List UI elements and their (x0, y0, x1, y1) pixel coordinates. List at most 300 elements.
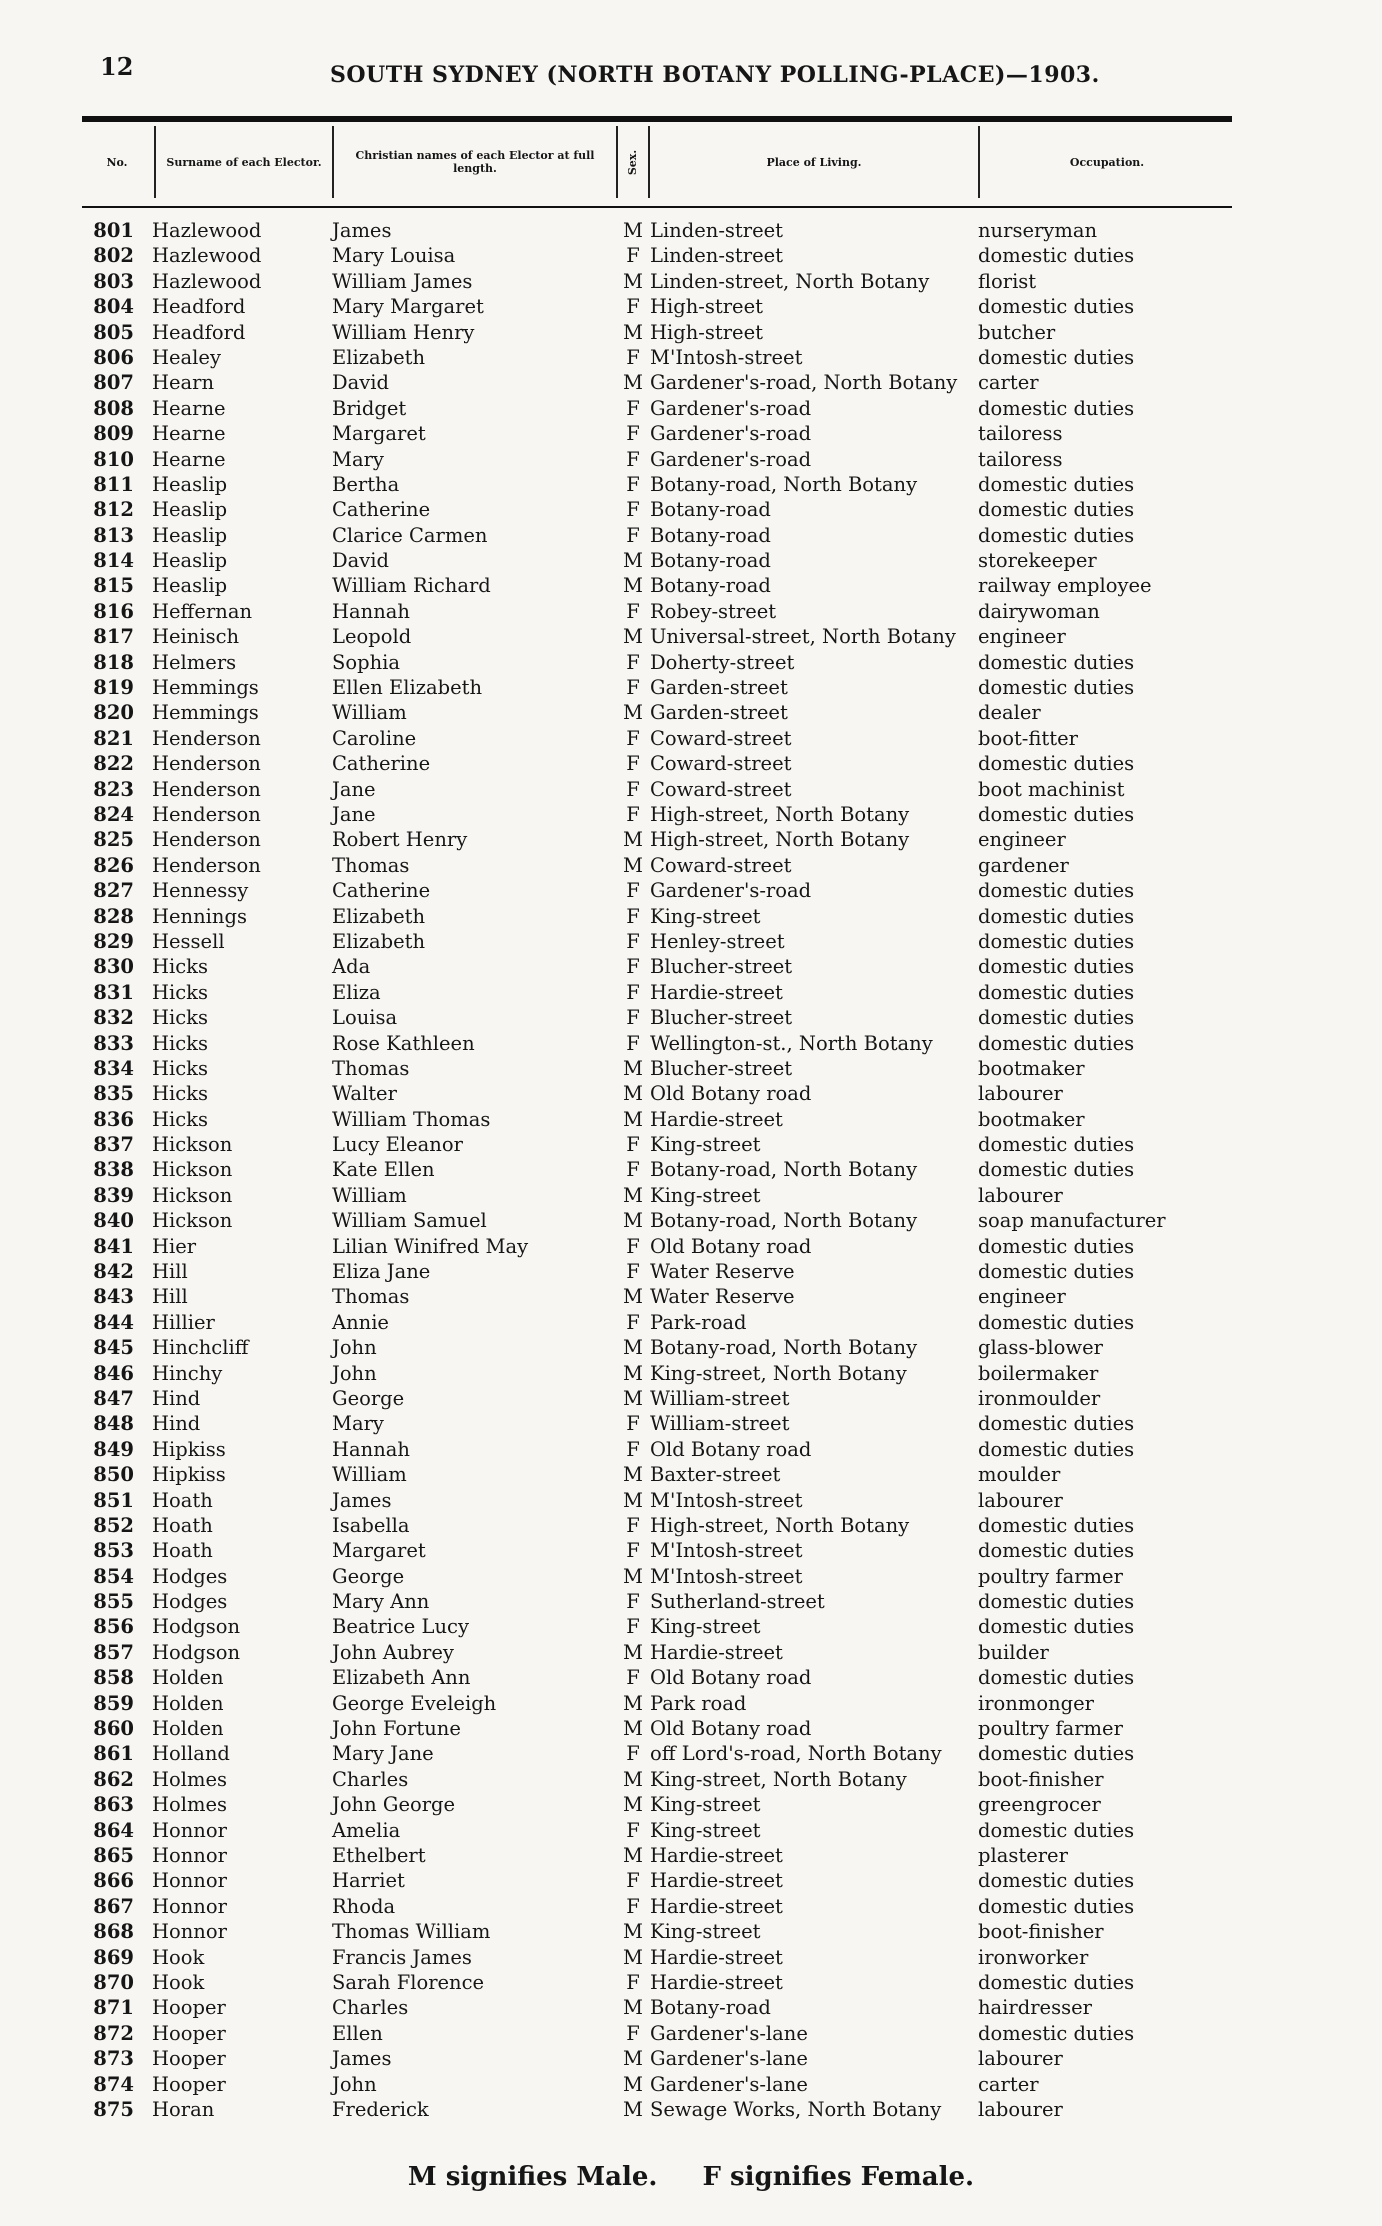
place-of-living-cell: Sutherland-street (650, 1590, 825, 1614)
occupation-cell: domestic duties (978, 879, 1135, 903)
place-of-living-cell: Blucher-street (650, 1006, 793, 1030)
surname-cell: Hickson (152, 1183, 233, 1207)
row-number-cell: 857 (93, 1640, 134, 1664)
sex-cell: M (623, 701, 643, 725)
surname-cell: Hoath (152, 1513, 213, 1537)
place-of-living-cell: Park-road (650, 1310, 747, 1334)
sex-cell: F (626, 904, 640, 928)
place-of-living-cell: High-street, North Botany (650, 802, 910, 826)
surname-cell: Hearn (152, 371, 215, 395)
place-of-living-cell: Gardener's-lane (650, 2021, 808, 2045)
christian-names-cell: John (332, 1336, 377, 1360)
sex-cell: F (626, 523, 640, 547)
place-of-living-cell: Universal-street, North Botany (650, 625, 956, 649)
christian-names-cell: Elizabeth (332, 345, 426, 369)
sex-cell: F (626, 650, 640, 674)
christian-names-cell: Rhoda (332, 1894, 396, 1918)
sex-cell: F (626, 1513, 640, 1537)
row-number-cell: 859 (93, 1691, 134, 1715)
row-number-cell: 810 (93, 447, 134, 471)
occupation-cell: domestic duties (978, 498, 1135, 522)
electoral-roll-table (82, 218, 1232, 2122)
row-number-cell: 835 (93, 1082, 134, 1106)
place-of-living-cell: Hardie-street (650, 1640, 783, 1664)
row-number-cell: 833 (93, 1031, 134, 1055)
christian-names-cell: Jane (332, 802, 376, 826)
occupation-cell: bootmaker (978, 1056, 1085, 1080)
table-row (82, 1767, 1232, 1792)
occupation-cell: boot machinist (978, 777, 1125, 801)
table-row (82, 294, 1232, 319)
row-number-cell: 865 (93, 1844, 134, 1867)
row-number-cell: 842 (93, 1260, 134, 1284)
table-row (82, 1208, 1232, 1233)
sex-cell: M (623, 269, 643, 293)
table-row (82, 1589, 1232, 1614)
row-number-cell: 816 (93, 599, 134, 623)
sex-cell: F (626, 295, 640, 319)
occupation-cell: domestic duties (978, 752, 1135, 776)
row-number-cell: 827 (93, 879, 134, 903)
surname-cell: Hennings (152, 904, 247, 928)
place-of-living-cell: Hardie-street (650, 1869, 783, 1893)
table-row (82, 1056, 1232, 1081)
sex-cell: M (623, 2072, 643, 2096)
place-of-living-cell: High-street (650, 295, 763, 319)
occupation-cell: ironmonger (978, 1691, 1094, 1715)
place-of-living-cell: King-street, North Botany (650, 1767, 907, 1791)
table-row (82, 1259, 1232, 1284)
occupation-cell: labourer (978, 1082, 1063, 1106)
occupation-cell: domestic duties (978, 1031, 1135, 1055)
row-number-cell: 872 (93, 2021, 134, 2045)
christian-names-cell: Catherine (332, 752, 431, 776)
row-number-cell: 874 (93, 2072, 134, 2096)
occupation-cell: boilermaker (978, 1361, 1099, 1385)
occupation-cell: dairywoman (978, 599, 1100, 623)
row-number-cell: 805 (93, 320, 134, 344)
surname-cell: Hinchcliff (152, 1336, 249, 1360)
occupation-cell: storekeeper (978, 549, 1097, 573)
row-number-cell: 821 (93, 726, 134, 750)
table-row (82, 1818, 1232, 1843)
row-number-cell: 853 (93, 1539, 134, 1563)
occupation-cell: ironworker (978, 1945, 1089, 1969)
place-of-living-cell: M'Intosh-street (650, 345, 803, 369)
row-number-cell: 873 (93, 2047, 134, 2071)
sex-cell: F (626, 345, 640, 369)
occupation-cell: boot-finisher (978, 1767, 1104, 1791)
christian-names-cell: Kate Ellen (332, 1158, 435, 1182)
row-number-cell: 861 (93, 1742, 134, 1766)
christian-names-cell: Ellen Elizabeth (332, 676, 483, 700)
occupation-cell: domestic duties (978, 1234, 1135, 1258)
surname-cell: Honnor (152, 1894, 227, 1918)
christian-names-cell: Thomas William (332, 1920, 491, 1944)
christian-names-cell: Thomas (332, 1285, 410, 1309)
christian-names-cell: Lucy Eleanor (332, 1133, 463, 1157)
place-of-living-cell: Doherty-street (650, 650, 795, 674)
table-row (82, 1488, 1232, 1513)
table-row (82, 1970, 1232, 1995)
surname-cell: Henderson (152, 828, 261, 852)
surname-cell: Helmers (152, 650, 237, 674)
sex-cell: F (626, 676, 640, 700)
surname-cell: Hicks (152, 1082, 208, 1106)
sex-cell: F (626, 802, 640, 826)
sex-cell: M (623, 1183, 643, 1207)
christian-names-cell: Beatrice Lucy (332, 1615, 469, 1639)
row-number-cell: 869 (93, 1945, 134, 1969)
christian-names-cell: William James (332, 269, 473, 293)
table-row (82, 1665, 1232, 1690)
surname-cell: Hipkiss (152, 1463, 226, 1487)
surname-cell: Hinchy (152, 1361, 223, 1385)
row-number-cell: 846 (93, 1361, 134, 1385)
place-of-living-cell: M'Intosh-street (650, 1488, 803, 1512)
place-of-living-cell: Botany-road, North Botany (650, 1336, 918, 1360)
christian-names-cell: Margaret (332, 422, 426, 446)
sex-cell: M (623, 1107, 643, 1131)
row-number-cell: 807 (93, 371, 134, 395)
column-header-surname: Surname of each Elector. (154, 126, 332, 198)
surname-cell: Holden (152, 1666, 224, 1690)
header-bottom-rule (82, 206, 1232, 208)
place-of-living-cell: High-street, North Botany (650, 828, 910, 852)
place-of-living-cell: Botany-road, North Botany (650, 1209, 918, 1233)
christian-names-cell: Ellen (332, 2021, 383, 2045)
sex-cell: M (623, 1793, 643, 1817)
occupation-cell: domestic duties (978, 929, 1135, 953)
occupation-cell: ironmoulder (978, 1386, 1101, 1410)
christian-names-cell: Mary (332, 447, 384, 471)
sex-cell: M (623, 1285, 643, 1309)
table-row (82, 1538, 1232, 1563)
surname-cell: Hazlewood (152, 244, 262, 268)
column-header-occupation: Occupation. (978, 126, 1234, 198)
column-header-sex-label: Sex. (626, 149, 640, 175)
table-row (82, 2021, 1232, 2046)
christian-names-cell: James (332, 219, 392, 242)
surname-cell: Hickson (152, 1209, 233, 1233)
sex-cell: M (623, 828, 643, 852)
occupation-cell: labourer (978, 2097, 1063, 2121)
occupation-cell: domestic duties (978, 676, 1135, 700)
place-of-living-cell: King-street (650, 1183, 761, 1207)
sex-cell: F (626, 1869, 640, 1893)
row-number-cell: 815 (93, 574, 134, 598)
christian-names-cell: Sarah Florence (332, 1970, 485, 1994)
christian-names-cell: Hannah (332, 1437, 410, 1461)
christian-names-cell: Eliza (332, 980, 381, 1004)
row-number-cell: 838 (93, 1158, 134, 1182)
table-row (82, 421, 1232, 446)
occupation-cell: domestic duties (978, 244, 1135, 268)
table-row (82, 878, 1232, 903)
occupation-cell: butcher (978, 320, 1056, 344)
table-row (82, 2072, 1232, 2097)
surname-cell: Hooper (152, 2021, 226, 2045)
place-of-living-cell: Old Botany road (650, 1666, 812, 1690)
place-of-living-cell: William-street (650, 1412, 790, 1436)
place-of-living-cell: Gardener's-road (650, 447, 812, 471)
table-row (82, 726, 1232, 751)
surname-cell: Honnor (152, 1818, 227, 1842)
table-row (82, 1386, 1232, 1411)
place-of-living-cell: Botany-road (650, 549, 771, 573)
surname-cell: Hicks (152, 955, 208, 979)
surname-cell: Hodgson (152, 1640, 241, 1664)
surname-cell: Hennessy (152, 879, 249, 903)
christian-names-cell: William Thomas (332, 1107, 491, 1131)
row-number-cell: 855 (93, 1590, 134, 1614)
table-row (82, 1741, 1232, 1766)
christian-names-cell: David (332, 549, 389, 573)
table-row (82, 345, 1232, 370)
table-row (82, 1005, 1232, 1030)
christian-names-cell: Catherine (332, 498, 431, 522)
occupation-cell: tailoress (978, 447, 1063, 471)
row-number-cell: 854 (93, 1564, 134, 1588)
table-row (82, 1361, 1232, 1386)
occupation-cell: poultry farmer (978, 1564, 1123, 1588)
place-of-living-cell: Coward-street (650, 752, 792, 776)
occupation-cell: gardener (978, 853, 1069, 877)
surname-cell: Hazlewood (152, 219, 262, 242)
row-number-cell: 804 (93, 295, 134, 319)
christian-names-cell: Mary Ann (332, 1590, 430, 1614)
row-number-cell: 819 (93, 676, 134, 700)
sex-legend (0, 2162, 1382, 2192)
table-row (82, 218, 1232, 243)
christian-names-cell: David (332, 371, 389, 395)
christian-names-cell: Bertha (332, 472, 400, 496)
table-row (82, 827, 1232, 852)
sex-cell: F (626, 1539, 640, 1563)
surname-cell: Hicks (152, 1006, 208, 1030)
christian-names-cell: Harriet (332, 1869, 405, 1893)
place-of-living-cell: King-street (650, 1920, 761, 1944)
place-of-living-cell: Coward-street (650, 853, 792, 877)
place-of-living-cell: Botany-road, North Botany (650, 472, 918, 496)
sex-cell: M (623, 1996, 643, 2020)
table-row (82, 599, 1232, 624)
table-row (82, 675, 1232, 700)
christian-names-cell: William (332, 1463, 407, 1487)
christian-names-cell: Annie (332, 1310, 389, 1334)
row-number-cell: 862 (93, 1767, 134, 1791)
occupation-cell: domestic duties (978, 1666, 1135, 1690)
row-number-cell: 847 (93, 1386, 134, 1410)
table-row (82, 904, 1232, 929)
row-number-cell: 824 (93, 802, 134, 826)
row-number-cell: 867 (93, 1894, 134, 1918)
occupation-cell: domestic duties (978, 345, 1135, 369)
row-number-cell: 812 (93, 498, 134, 522)
row-number-cell: 868 (93, 1920, 134, 1944)
christian-names-cell: Thomas (332, 1056, 410, 1080)
christian-names-cell: William (332, 701, 407, 725)
sex-cell: F (626, 1437, 640, 1461)
sex-cell: F (626, 1615, 640, 1639)
sex-cell: F (626, 447, 640, 471)
place-of-living-cell: Garden-street (650, 701, 788, 725)
sex-cell: F (626, 929, 640, 953)
occupation-cell: domestic duties (978, 1006, 1135, 1030)
occupation-cell: engineer (978, 625, 1066, 649)
christian-names-cell: Robert Henry (332, 828, 468, 852)
christian-names-cell: Margaret (332, 1539, 426, 1563)
table-row (82, 1614, 1232, 1639)
table-row (82, 1437, 1232, 1462)
page-number: 12 (100, 52, 134, 81)
sex-cell: F (626, 1666, 640, 1690)
row-number-cell: 832 (93, 1006, 134, 1030)
sex-cell: F (626, 1310, 640, 1334)
place-of-living-cell: Linden-street (650, 244, 783, 268)
christian-names-cell: Elizabeth Ann (332, 1666, 471, 1690)
sex-cell: M (623, 371, 643, 395)
column-header-no: No. (106, 155, 128, 169)
row-number-cell: 875 (93, 2097, 134, 2121)
row-number-cell: 870 (93, 1970, 134, 1994)
christian-names-cell: Isabella (332, 1513, 410, 1537)
sex-cell: M (623, 1920, 643, 1944)
sex-cell: F (626, 472, 640, 496)
occupation-cell: boot-finisher (978, 1920, 1104, 1944)
christian-names-cell: James (332, 1488, 392, 1512)
row-number-cell: 814 (93, 549, 134, 573)
occupation-cell: domestic duties (978, 650, 1135, 674)
surname-cell: Henderson (152, 726, 261, 750)
surname-cell: Henderson (152, 777, 261, 801)
occupation-cell: domestic duties (978, 1894, 1135, 1918)
place-of-living-cell: Old Botany road (650, 1717, 812, 1741)
row-number-cell: 837 (93, 1133, 134, 1157)
row-number-cell: 803 (93, 269, 134, 293)
sex-cell: F (626, 1006, 640, 1030)
place-of-living-cell: Park road (650, 1691, 747, 1715)
surname-cell: Hickson (152, 1133, 233, 1157)
place-of-living-cell: King-street, North Botany (650, 1361, 907, 1385)
surname-cell: Hill (152, 1260, 188, 1284)
occupation-cell: domestic duties (978, 1742, 1135, 1766)
row-number-cell: 830 (93, 955, 134, 979)
row-number-cell: 864 (93, 1818, 134, 1842)
table-row (82, 1995, 1232, 2020)
sex-cell: F (626, 1260, 640, 1284)
occupation-cell: domestic duties (978, 802, 1135, 826)
row-number-cell: 808 (93, 396, 134, 420)
surname-cell: Hier (152, 1234, 197, 1258)
legend-female: F signifies Female. (702, 2162, 975, 2192)
christian-names-cell: John George (332, 1793, 456, 1817)
occupation-cell: florist (978, 269, 1037, 293)
place-of-living-cell: King-street (650, 1133, 761, 1157)
header-top-rule (82, 116, 1232, 122)
christian-names-cell: Catherine (332, 879, 431, 903)
occupation-cell: hairdresser (978, 1996, 1092, 2020)
table-row (82, 751, 1232, 776)
place-of-living-cell: King-street (650, 1818, 761, 1842)
row-number-cell: 866 (93, 1869, 134, 1893)
sex-cell: F (626, 498, 640, 522)
occupation-cell: domestic duties (978, 1615, 1135, 1639)
sex-cell: F (626, 752, 640, 776)
occupation-cell: moulder (978, 1463, 1061, 1487)
sex-cell: F (626, 1158, 640, 1182)
surname-cell: Hemmings (152, 676, 259, 700)
surname-cell: Henderson (152, 752, 261, 776)
table-row (82, 1335, 1232, 1360)
row-number-cell: 856 (93, 1615, 134, 1639)
sex-cell: F (626, 422, 640, 446)
row-number-cell: 825 (93, 828, 134, 852)
christian-names-cell: William Samuel (332, 1209, 487, 1233)
place-of-living-cell: Henley-street (650, 929, 785, 953)
table-row (82, 370, 1232, 395)
place-of-living-cell: Botany-road (650, 1996, 771, 2020)
occupation-cell: engineer (978, 828, 1066, 852)
christian-names-cell: Francis James (332, 1945, 472, 1969)
place-of-living-cell: King-street (650, 1793, 761, 1817)
place-of-living-cell: Robey-street (650, 599, 777, 623)
table-row (82, 1868, 1232, 1893)
row-number-cell: 809 (93, 422, 134, 446)
place-of-living-cell: Garden-street (650, 676, 788, 700)
row-number-cell: 871 (93, 1996, 134, 2020)
christian-names-cell: John (332, 1361, 377, 1385)
christian-names-cell: Elizabeth (332, 904, 426, 928)
occupation-cell: glass-blower (978, 1336, 1103, 1360)
row-number-cell: 831 (93, 980, 134, 1004)
table-row (82, 1716, 1232, 1741)
surname-cell: Healey (152, 345, 221, 369)
table-row (82, 1691, 1232, 1716)
table-row (82, 2097, 1232, 2122)
surname-cell: Holmes (152, 1793, 228, 1817)
place-of-living-cell: Linden-street (650, 219, 783, 242)
occupation-cell: builder (978, 1640, 1049, 1664)
table-row (82, 573, 1232, 598)
sex-cell: F (626, 1818, 640, 1842)
place-of-living-cell: Coward-street (650, 777, 792, 801)
surname-cell: Hook (152, 1970, 205, 1994)
table-row (82, 548, 1232, 573)
occupation-cell: domestic duties (978, 2021, 1135, 2045)
table-row (82, 1031, 1232, 1056)
christian-names-cell: Mary Margaret (332, 295, 484, 319)
christian-names-cell: Mary Louisa (332, 244, 456, 268)
occupation-cell: labourer (978, 1488, 1063, 1512)
legend-male: M signifies Male. (407, 2162, 658, 2192)
occupation-cell: domestic duties (978, 955, 1135, 979)
column-header-christian-names: Christian names of each Elector at full length. (332, 126, 616, 198)
christian-names-cell: Charles (332, 1767, 409, 1791)
sex-cell: M (623, 2047, 643, 2071)
sex-cell: F (626, 726, 640, 750)
place-of-living-cell: Water Reserve (650, 1285, 795, 1309)
christian-names-cell: Mary (332, 1412, 384, 1436)
place-of-living-cell: Botany-road (650, 574, 771, 598)
occupation-cell: domestic duties (978, 1970, 1135, 1994)
occupation-cell: nurseryman (978, 219, 1097, 242)
occupation-cell: domestic duties (978, 1539, 1135, 1563)
sex-cell: M (623, 574, 643, 598)
table-row (82, 802, 1232, 827)
row-number-cell: 828 (93, 904, 134, 928)
row-number-cell: 843 (93, 1285, 134, 1309)
